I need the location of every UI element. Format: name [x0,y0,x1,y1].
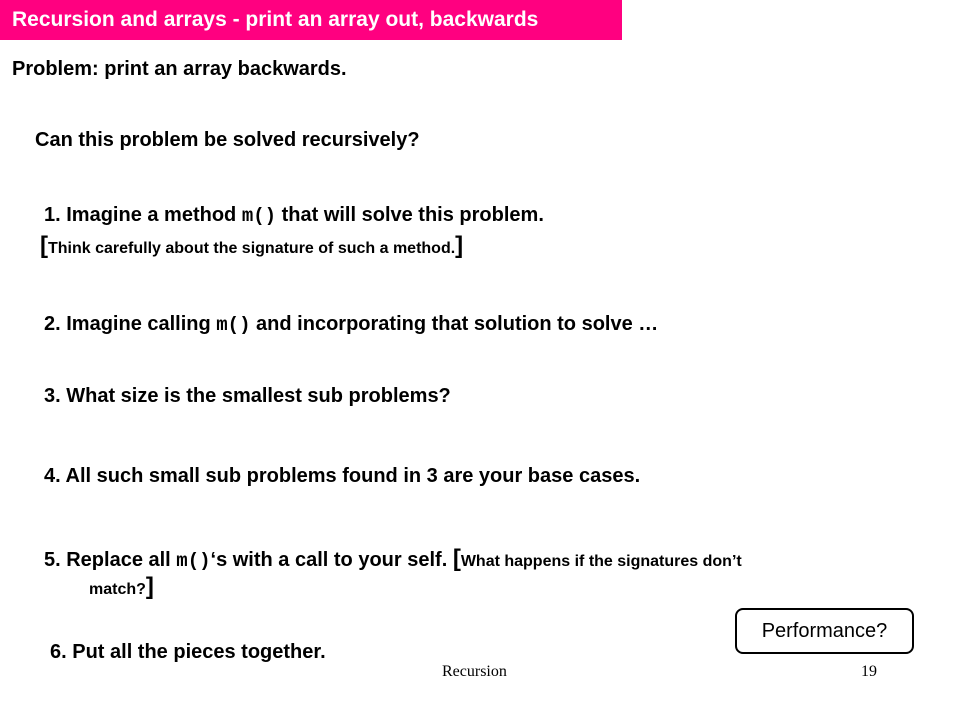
performance-callout-text: Performance? [761,619,888,642]
step-2 [44,313,658,336]
step-2-text: 2. Imagine calling [44,313,217,335]
step-2-text-end: and incorporating that solution to solve … [250,313,659,335]
page-number: 19 [861,663,877,680]
footer-label: Recursion [442,663,507,680]
question-text: Can this problem be solved recursively? [35,129,420,151]
step-1-code: m() [241,205,277,227]
step-4: 4. All such small sub problems found in 3 are your base cases. [44,465,641,487]
step-1 [44,204,544,227]
step-5-text: 5. Replace all [44,549,177,571]
step-1-text: 1. Imagine a method [44,204,242,226]
performance-callout [735,608,914,654]
step-5-text-end: ‘s with a call to your self. [210,549,453,571]
slide-title-text: Recursion and arrays - print an array out, backwards [12,8,539,31]
step-6: 6. Put all the pieces together. [50,641,326,663]
step-1-note [40,232,463,260]
step-5 [44,545,742,573]
step-5-note-open: [ [452,545,461,572]
step-3: 3. What size is the smallest sub problems? [44,385,451,407]
step-5-note-line2: match? [89,581,146,598]
problem-statement: Problem: print an array backwards. [12,58,347,80]
step-5-code: m() [176,550,211,572]
step-5-note-close: ] [145,573,154,600]
step-5-note-line1: What happens if the signatures don’t [460,553,742,570]
step-1-note-open: [ [40,232,48,259]
step-5-note-cont [89,573,154,601]
step-1-text-end: that will solve this problem. [276,204,544,226]
step-1-note-close: ] [455,232,464,259]
step-1-note-text: Think carefully about the signature of such a method. [48,240,456,257]
slide-title [0,0,622,40]
step-2-code: m() [216,314,251,336]
